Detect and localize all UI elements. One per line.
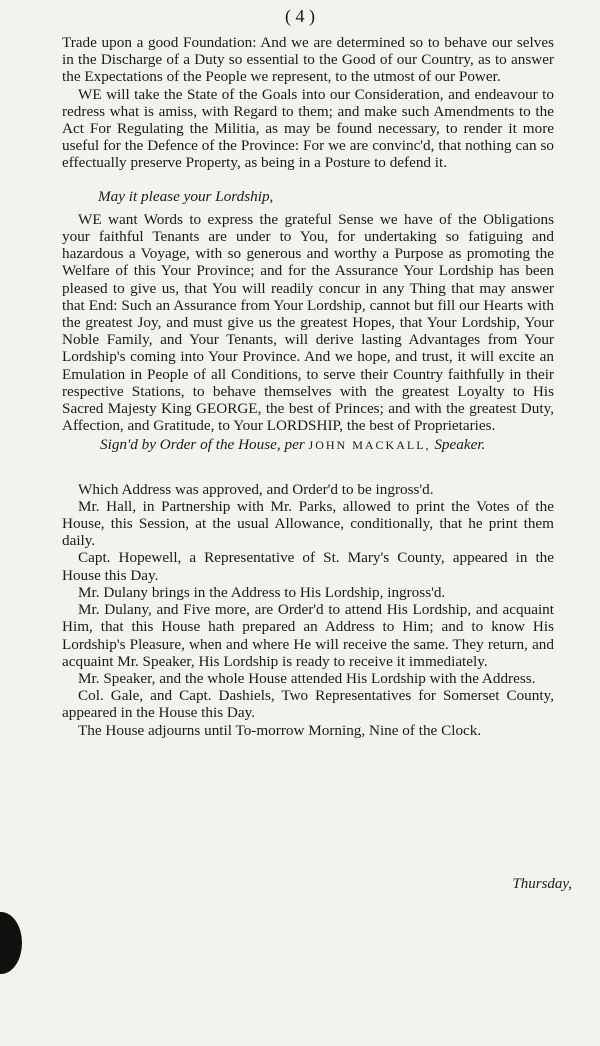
minute-2: Mr. Hall, in Partnership with Mr. Parks, allowed to print the Votes of the House, this Session, at the usual Allowance, conditionally, that he print them daily.	[62, 497, 554, 550]
minute-8: The House adjourns until To-morrow Morning, Nine of the Clock.	[78, 721, 482, 739]
minute-3: Capt. Hopewell, a Representative of St. Mary's County, appeared in the House this Day.	[62, 549, 554, 584]
paragraph-2: WE will take the State of the Goals into our Consideration, and endeavour to redress what is amiss, with Regard to them; and make such Amendments to the Act For Regulating the Militia, as may be found necessary, to render it more useful for the Defence of the Province: For we are convinc'd, that nothing can so effectually preserve Property, as being in a Posture to defend it.	[62, 85, 554, 172]
minute-1: Which Address was approved, and Order'd to be ingross'd.	[78, 480, 434, 498]
body-text	[62, 34, 554, 739]
signature-title: Speaker.	[434, 436, 486, 454]
signature-name: JOHN MACKALL,	[308, 438, 431, 453]
signature-prefix: Sign'd by Order of the House, per	[100, 436, 305, 454]
paragraph-3: WE want Words to express the grateful Sense we have of the Obligations your faithful Tenants are under to You, for undertaking so fatiguing and hazardous a Voyage, with so generous and worthy a Purpose as promoting the Welfare of this Your Province; and for the Assurance Your Lordship has been pleased to give us, that You will readily concur in any Thing that may answer that End: Such an Assurance from Your Lordship, cannot but fill our Hearts with the greatest Joy, and must give us the greatest Hopes, that Your Lordship, Your Noble Family, and Your Tenants, will derive lasting Advantages from Your Lordship's coming into Your Province. And we hope, and trust, it will excite an Emulation in People of all Conditions, to serve their Country faithfully in their respective Stations, to behave themselves with the greatest Loyalty to His Sacred Majesty King GEORGE, the best of Princes; and with the greatest Duty, Affection, and Gratitude, to Your LORDSHIP, the best of Proprietaries.	[62, 210, 554, 435]
minute-7: Col. Gale, and Capt. Dashiels, Two Representatives for Somerset County, appeared in the House this Day.	[62, 687, 554, 722]
paragraph-1: Trade upon a good Foundation: And we are determined so to behave our selves in the Discharge of a Duty so essential to the Good of our Country, as to answer the Expectations of the People we represent, to the utmost of our Power.	[62, 34, 554, 86]
ink-blot	[0, 912, 22, 974]
salutation: May it please your Lordship,	[98, 187, 274, 205]
catchword: Thursday,	[512, 876, 572, 892]
minute-5: Mr. Dulany, and Five more, are Order'd to attend His Lordship, and acquaint Him, that this House hath prepared an Address to Him; and to know His Lordship's Pleasure, when and where He will receive the same. They return, and acquaint Mr. Speaker, His Lordship is ready to receive it immediately.	[62, 601, 554, 670]
signature-line	[62, 436, 554, 454]
minute-4: Mr. Dulany brings in the Address to His Lordship, ingross'd.	[78, 583, 446, 601]
minute-6: Mr. Speaker, and the whole House attended His Lordship with the Address.	[78, 669, 536, 687]
page-number: ( 4 )	[285, 6, 315, 26]
